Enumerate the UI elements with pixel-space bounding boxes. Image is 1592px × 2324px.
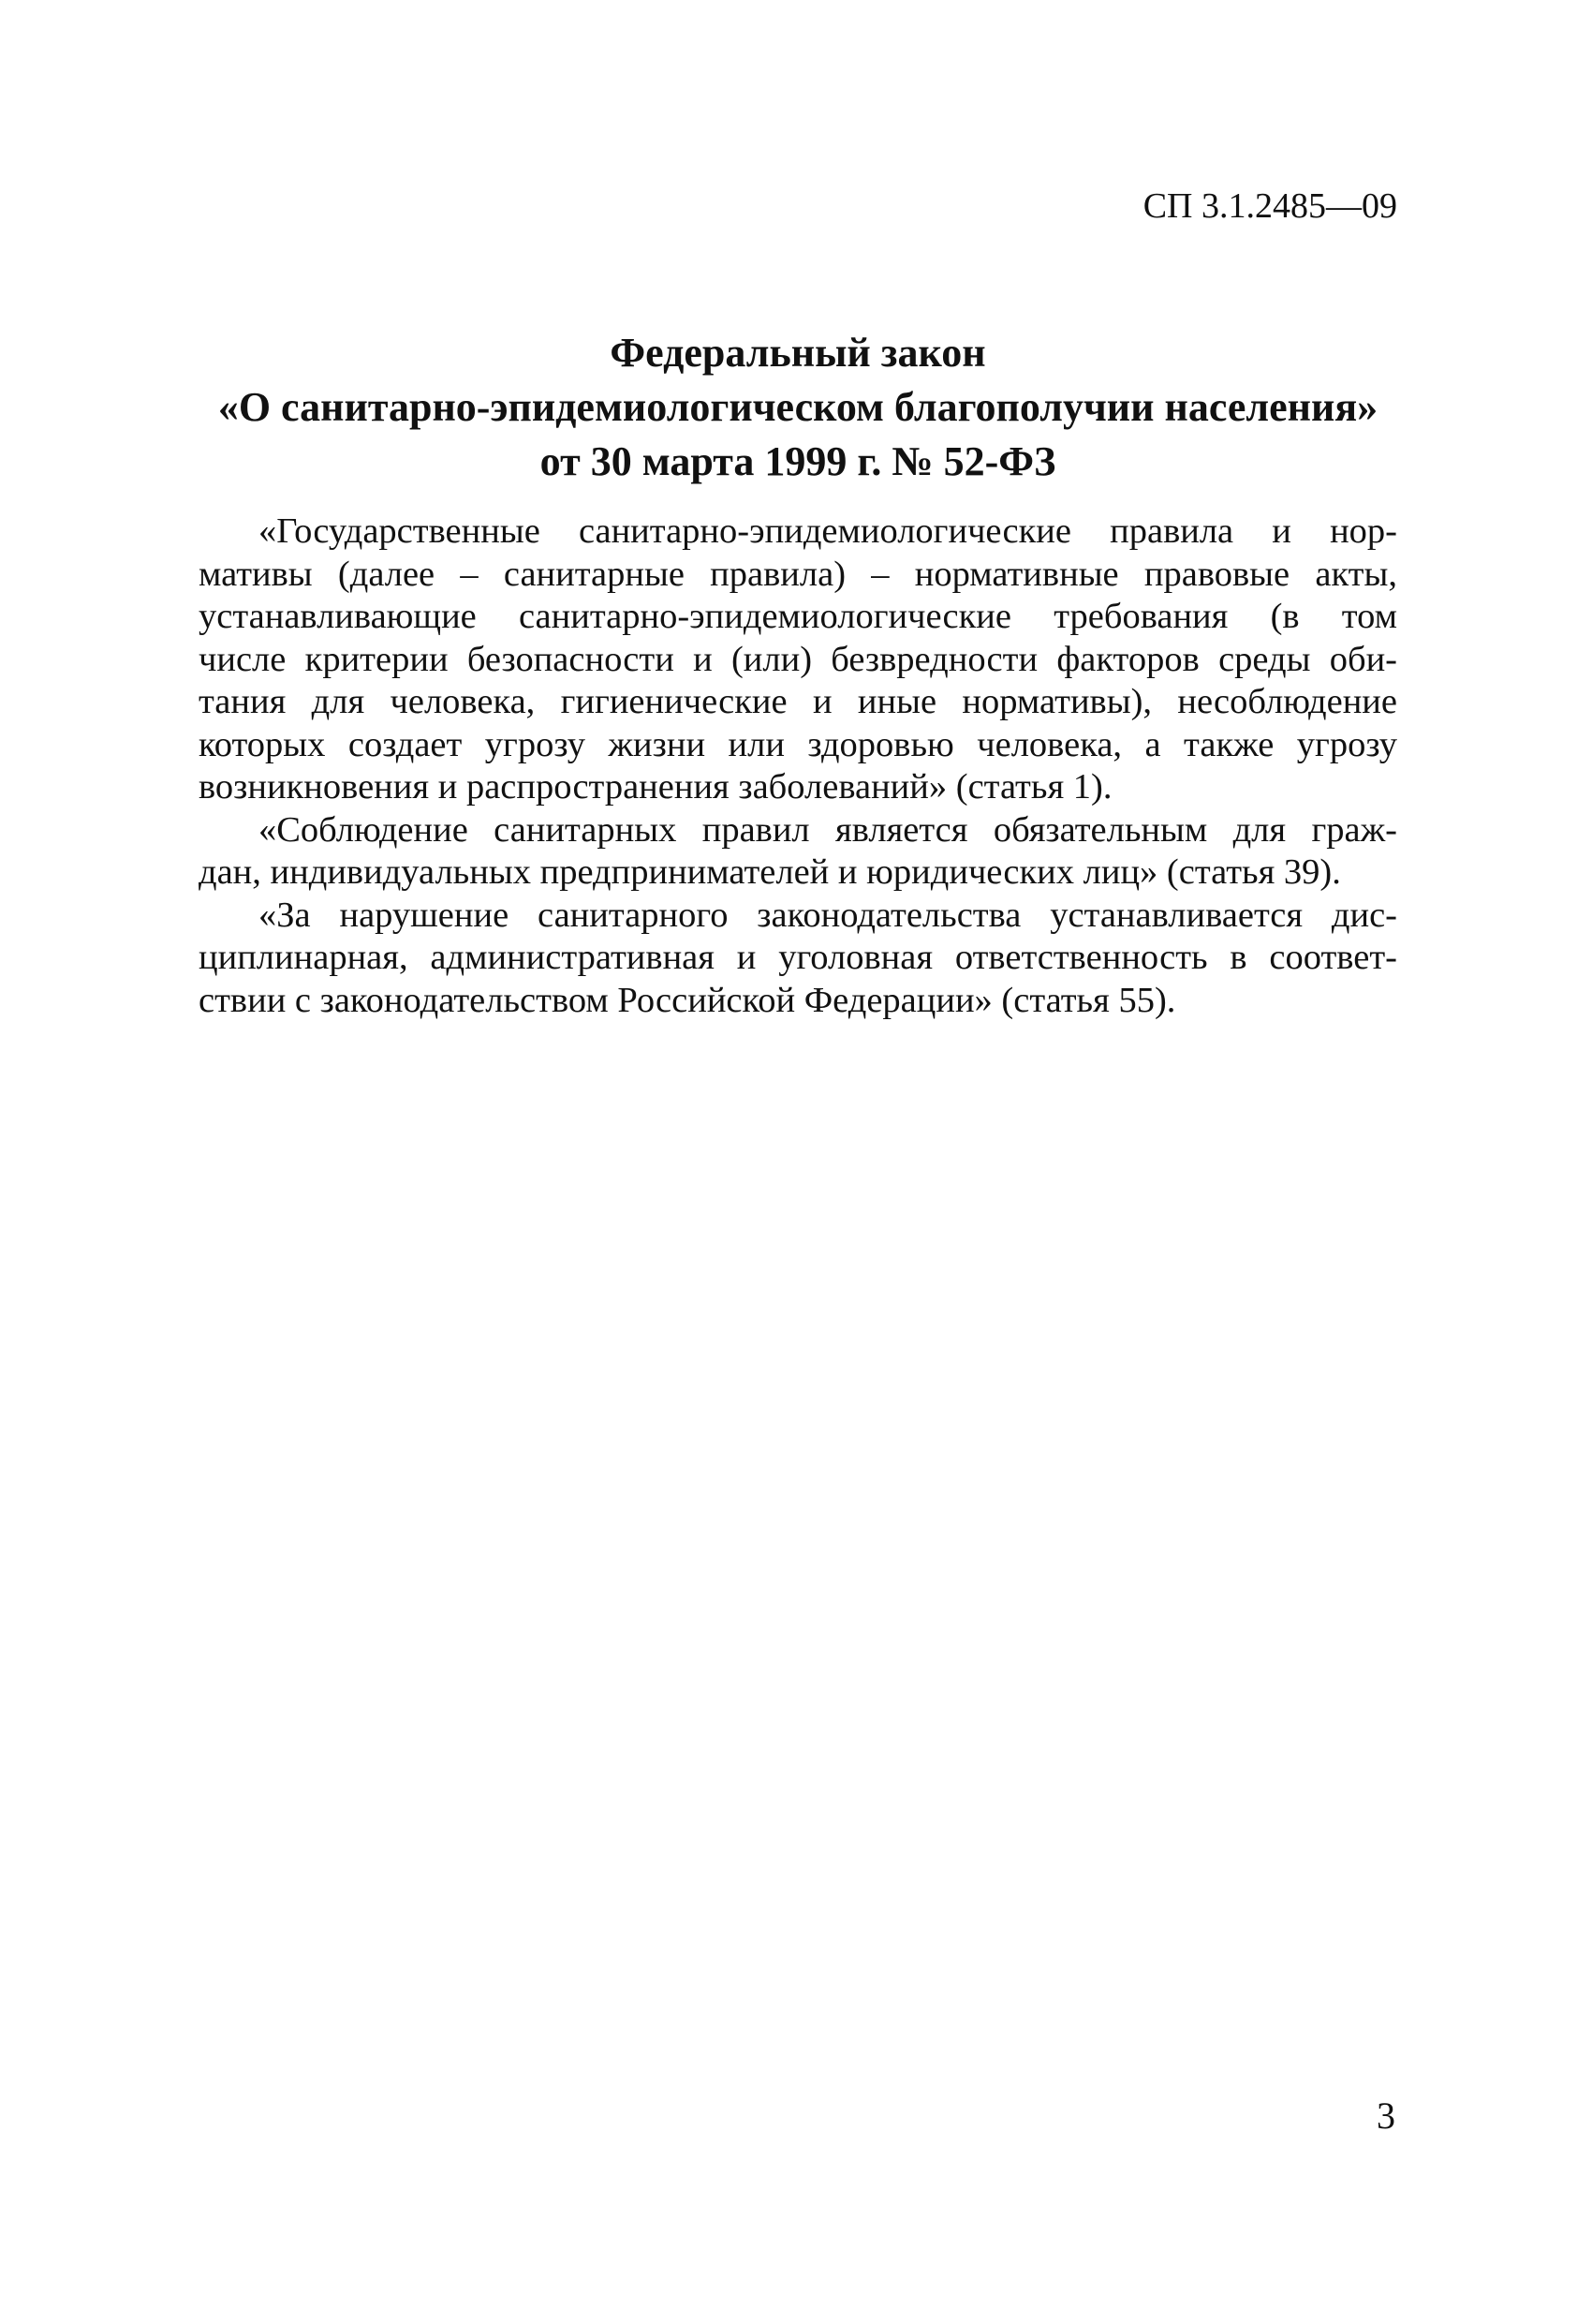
page-number: 3 — [1377, 2095, 1395, 2137]
title-line-law-name: «О санитарно-эпидемиологическом благополучии населения» — [217, 384, 1378, 430]
text-line: мативы (далее – санитарные правила) – нормативные правовые акты, — [199, 554, 1397, 594]
text-line: ствии с законодательством Российской Федерации» (статья 55). — [199, 980, 1176, 1020]
text-line: «Государственные санитарно-эпидемиологические правила и нор- — [258, 511, 1397, 551]
text-line: «Соблюдение санитарных правил является обязательным для граж- — [258, 809, 1397, 850]
body-text — [199, 511, 1397, 1022]
paragraph-article-1 — [199, 511, 1397, 809]
text-line: возникновения и распространения заболеваний» (статья 1). — [199, 767, 1113, 807]
text-line: числе критерии безопасности и (или) безвредности факторов среды оби- — [199, 639, 1397, 679]
text-line: циплинарная, административная и уголовная ответственность в соответ- — [199, 938, 1397, 977]
text-line: которых создает угрозу жизни или здоровью человека, а также угрозу — [199, 724, 1397, 764]
document-title — [199, 326, 1397, 489]
title-line-law-date: от 30 марта 1999 г. № 52-ФЗ — [539, 438, 1056, 484]
text-line: дан, индивидуальных предпринимателей и юридических лиц» (статья 39). — [199, 852, 1341, 892]
paragraph-article-39 — [199, 809, 1397, 895]
text-line: тания для человека, гигиенические и иные нормативы), несоблюдение — [199, 682, 1397, 721]
paragraph-article-55 — [199, 895, 1397, 1023]
title-line-law-type: Федеральный закон — [610, 330, 986, 376]
text-line: устанавливающие санитарно-эпидемиологические требования (в том — [199, 597, 1397, 636]
document-code: СП 3.1.2485—09 — [1142, 186, 1397, 226]
text-line: «За нарушение санитарного законодательства устанавливается дис- — [258, 895, 1397, 935]
